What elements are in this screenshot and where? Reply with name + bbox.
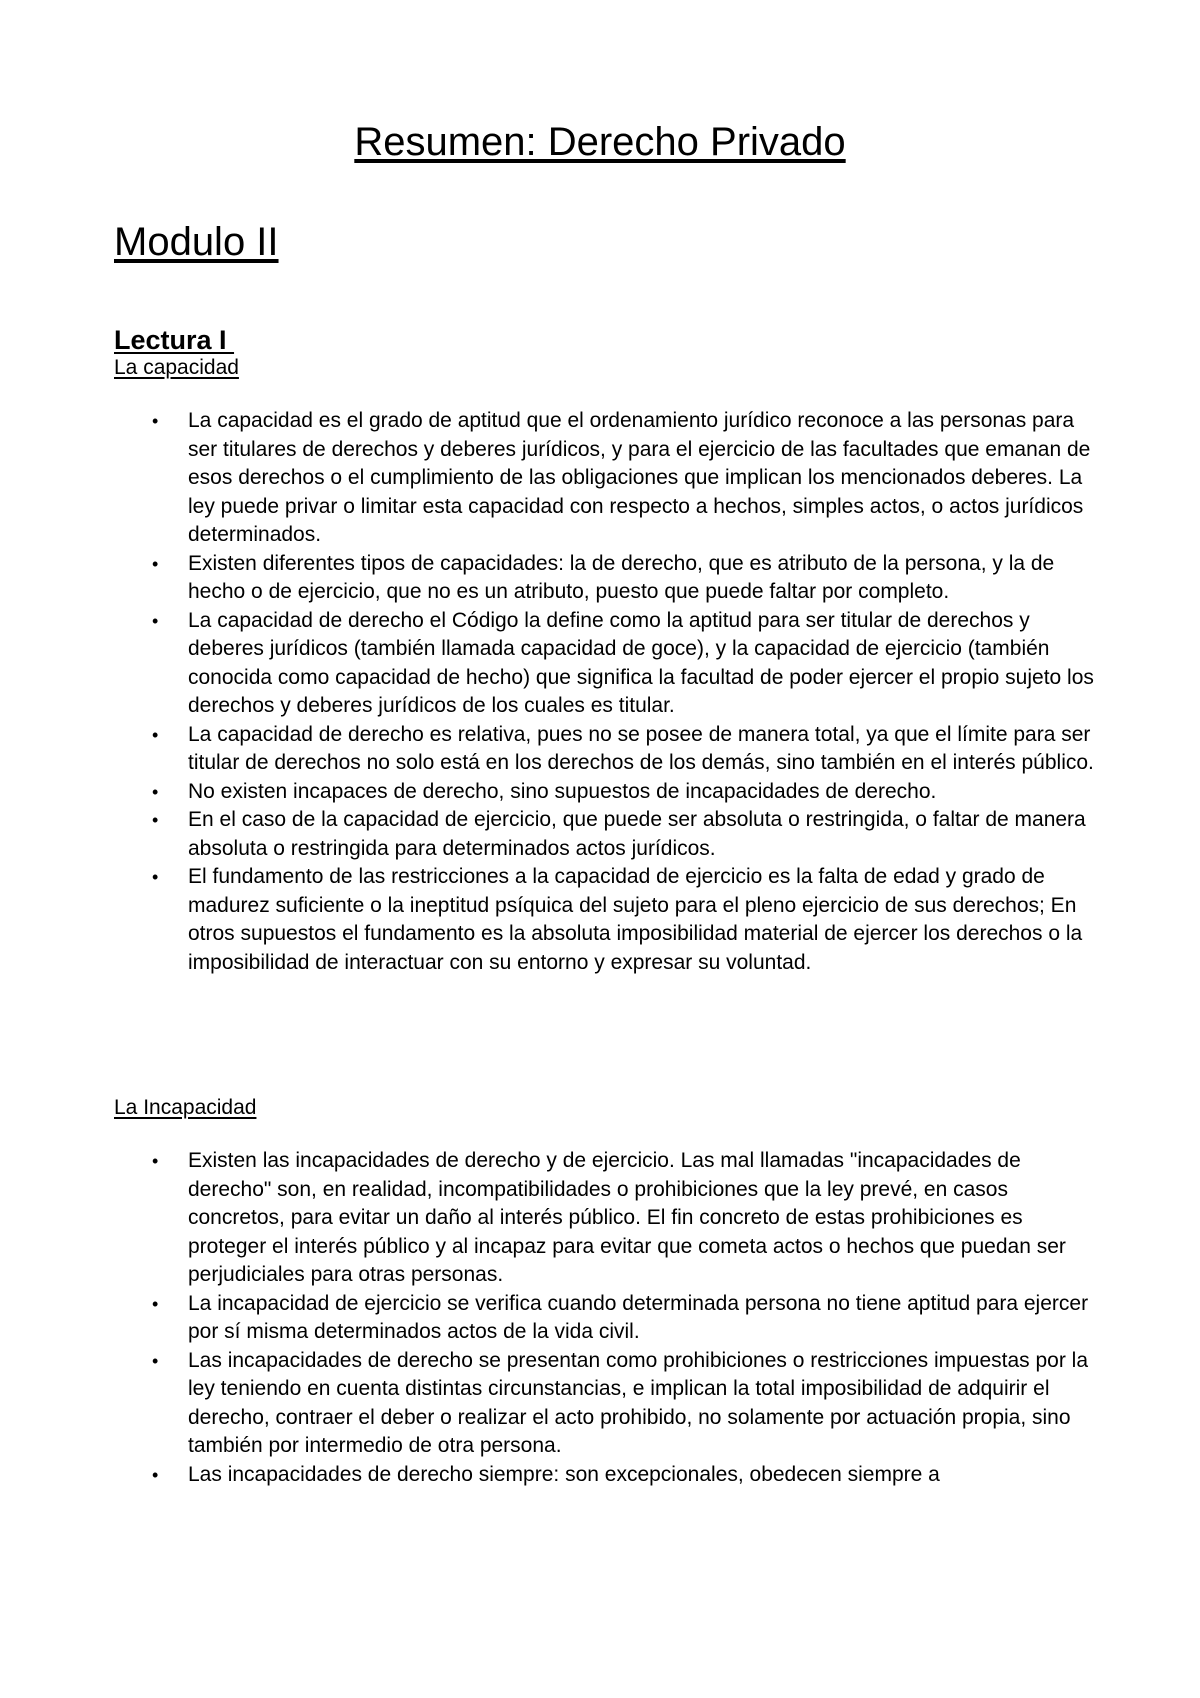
bullet-icon: • — [152, 867, 159, 887]
section-heading-incapacidad: La Incapacidad — [114, 1096, 257, 1119]
bullet-icon: • — [152, 1464, 159, 1485]
list-item — [0, 1290, 1200, 1347]
list-item — [0, 806, 1200, 863]
list-item — [0, 407, 1200, 550]
list-item-text: Las incapacidades de derecho siempre: son excepcionales, obedecen siempre a — [188, 1462, 940, 1486]
module-title: Modulo II — [114, 220, 279, 264]
bullet-icon: • — [152, 1350, 159, 1371]
list-item-text: La capacidad de derecho el Código la define como la aptitud para ser titular de derechos y deberes jurídicos (también llamada capacidad de goce), y la capacidad de ejercicio (también conocida como capacidad de hecho) que significa la facultad de poder ejercer el propio sujeto los derechos y deberes jurídicos de los cuales es titular. — [188, 608, 1094, 717]
document-title: Resumen: Derecho Privado — [354, 120, 846, 164]
list-item — [0, 778, 1200, 807]
list-item — [0, 550, 1200, 607]
bullet-icon: • — [152, 1293, 159, 1314]
list-item-text: La capacidad de derecho es relativa, pues no se posee de manera total, ya que el límite para ser titular de derechos no solo está en los derechos de los demás, sino también en el interés público. — [188, 722, 1094, 774]
list-item-text: La capacidad es el grado de aptitud que el ordenamiento jurídico reconoce a las personas para ser titulares de derechos y deberes jurídicos, y para el ejercicio de las facultades que emanan de esos derechos o el cumplimiento de las obligaciones que implican los mencionados deberes. La ley puede privar o limitar esta capacidad con respecto a hechos, simples actos, o actos jurídicos determinados. — [188, 409, 1091, 546]
list-item-text: Existen las incapacidades de derecho y de ejercicio. Las mal llamadas "incapacidades de derecho" son, en realidad, incompatibilidades o prohibiciones que la ley prevé, en casos concretos, para evitar un daño al interés público. El fin concreto de estas prohibiciones es proteger el interés público y al incapaz para evitar que cometa actos o hechos que puedan ser perjudiciales para otras personas. — [188, 1149, 1066, 1286]
list-item — [0, 607, 1200, 721]
bullet-list-capacidad — [0, 407, 1200, 977]
list-item-text: En el caso de la capacidad de ejercicio, que puede ser absoluta o restringida, o faltar de manera absoluta o restringida para determinados actos jurídicos. — [188, 808, 1086, 860]
list-item-text: El fundamento de las restricciones a la capacidad de ejercicio es la falta de edad y grado de madurez suficiente o la ineptitud psíquica del sujeto para el pleno ejercicio de sus derechos; En otros supuestos el fundamento es la absoluta imposibilidad material de ejercer los derechos o la imposibilidad de interactuar con su entorno y expresar su voluntad. — [188, 865, 1083, 974]
list-item — [0, 1347, 1200, 1461]
list-item — [0, 1461, 1200, 1490]
lecture-title: Lectura I — [114, 325, 235, 355]
list-item-text: Las incapacidades de derecho se presentan como prohibiciones o restricciones impuestas por la ley teniendo en cuenta distintas circunstancias, e implican la total imposibilidad de adquirir el derecho, contraer el deber o realizar el acto prohibido, no solamente por actuación propia, sino también por intermedio de otra persona. — [188, 1348, 1089, 1457]
bullet-icon: • — [152, 411, 159, 431]
list-item-text: La incapacidad de ejercicio se verifica cuando determinada persona no tiene aptitud para ejercer por sí misma determinados actos de la vida civil. — [188, 1291, 1089, 1343]
list-item-text: Existen diferentes tipos de capacidades: la de derecho, que es atributo de la persona, y la de hecho o de ejercicio, que no es un atributo, puesto que puede faltar por completo. — [188, 551, 1055, 603]
section-heading-capacidad: La capacidad — [114, 356, 239, 379]
bullet-icon: • — [152, 610, 159, 631]
bullet-icon: • — [152, 810, 159, 830]
bullet-icon: • — [152, 1151, 159, 1171]
list-item — [0, 1147, 1200, 1290]
bullet-list-incapacidad — [0, 1147, 1200, 1489]
bullet-icon: • — [152, 553, 159, 574]
list-item — [0, 863, 1200, 977]
list-item-text: No existen incapaces de derecho, sino supuestos de incapacidades de derecho. — [188, 779, 937, 803]
bullet-icon: • — [152, 724, 159, 745]
list-item — [0, 721, 1200, 778]
bullet-icon: • — [152, 781, 159, 802]
